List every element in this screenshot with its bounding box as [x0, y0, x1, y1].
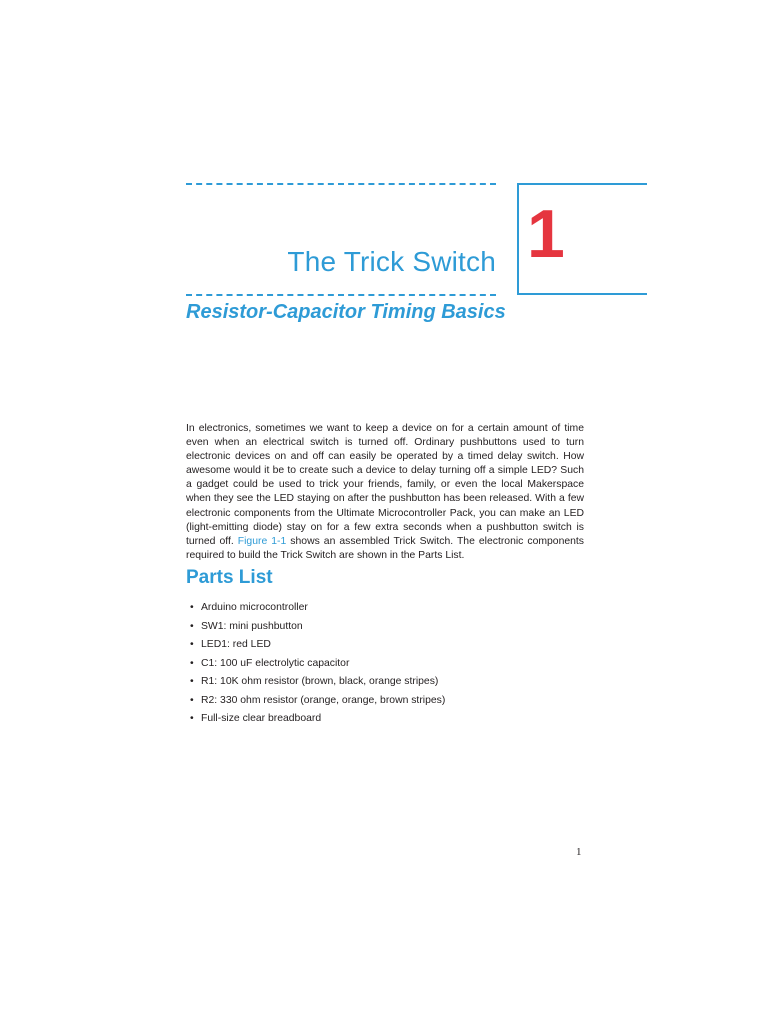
part-label: C1: 100 uF electrolytic capacitor [201, 657, 350, 669]
chapter-subtitle: Resistor-Capacitor Timing Basics [186, 301, 506, 323]
bullet-icon: • [190, 694, 194, 706]
parts-list-heading: Parts List [186, 567, 273, 588]
parts-list [186, 599, 445, 729]
part-label: LED1: red LED [201, 639, 271, 650]
part-label: Full-size clear breadboard [201, 713, 322, 724]
bullet-icon: • [190, 639, 194, 650]
bullet-icon: • [190, 620, 194, 632]
bullet-icon: • [190, 602, 194, 613]
intro-paragraph [186, 422, 584, 563]
chapter-number: 1 [527, 196, 565, 272]
title-rule-top [186, 183, 496, 185]
part-label: R1: 10K ohm resistor (brown, black, orange stripes) [201, 676, 439, 687]
title-rule-bottom [186, 294, 496, 296]
intro-text-after: shows an assembled Trick Switch. The electronic components required to build the Trick Switch are shown in the Parts List. [186, 535, 584, 561]
part-label: R2: 330 ohm resistor (orange, orange, brown stripes) [201, 694, 446, 706]
bullet-icon: • [190, 676, 194, 687]
list-item [186, 655, 445, 674]
list-item [186, 692, 445, 711]
chapter-title: The Trick Switch [287, 246, 496, 277]
part-label: SW1: mini pushbutton [201, 620, 303, 632]
list-item [186, 673, 445, 692]
list-item [186, 599, 445, 618]
page-number: 1 [576, 846, 582, 858]
list-item [186, 618, 445, 637]
list-item [186, 710, 445, 729]
figure-reference-link[interactable]: Figure 1-1 [237, 535, 287, 547]
list-item [186, 636, 445, 655]
bullet-icon: • [190, 657, 194, 669]
bullet-icon: • [190, 713, 194, 724]
intro-text-before: In electronics, sometimes we want to keep a device on for a certain amount of time even when an electrical switch is turned off. Ordinary pushbuttons used to turn electronic devices on and off can easily be operated by a timed delay switch. How awesome would it be to create such a device to delay turning off a simple LED? Such a gadget could be used to trick your friends, family, or even the local Makerspace when they see the LED staying on after the pushbutton has been released. With a few electronic components from the Ultimate Microcontroller Pack, you can make an LED (light-emitting diode) stay on for a few extra seconds when a pushbutton switch is turned off. [186, 423, 584, 547]
part-label: Arduino microcontroller [201, 602, 308, 613]
